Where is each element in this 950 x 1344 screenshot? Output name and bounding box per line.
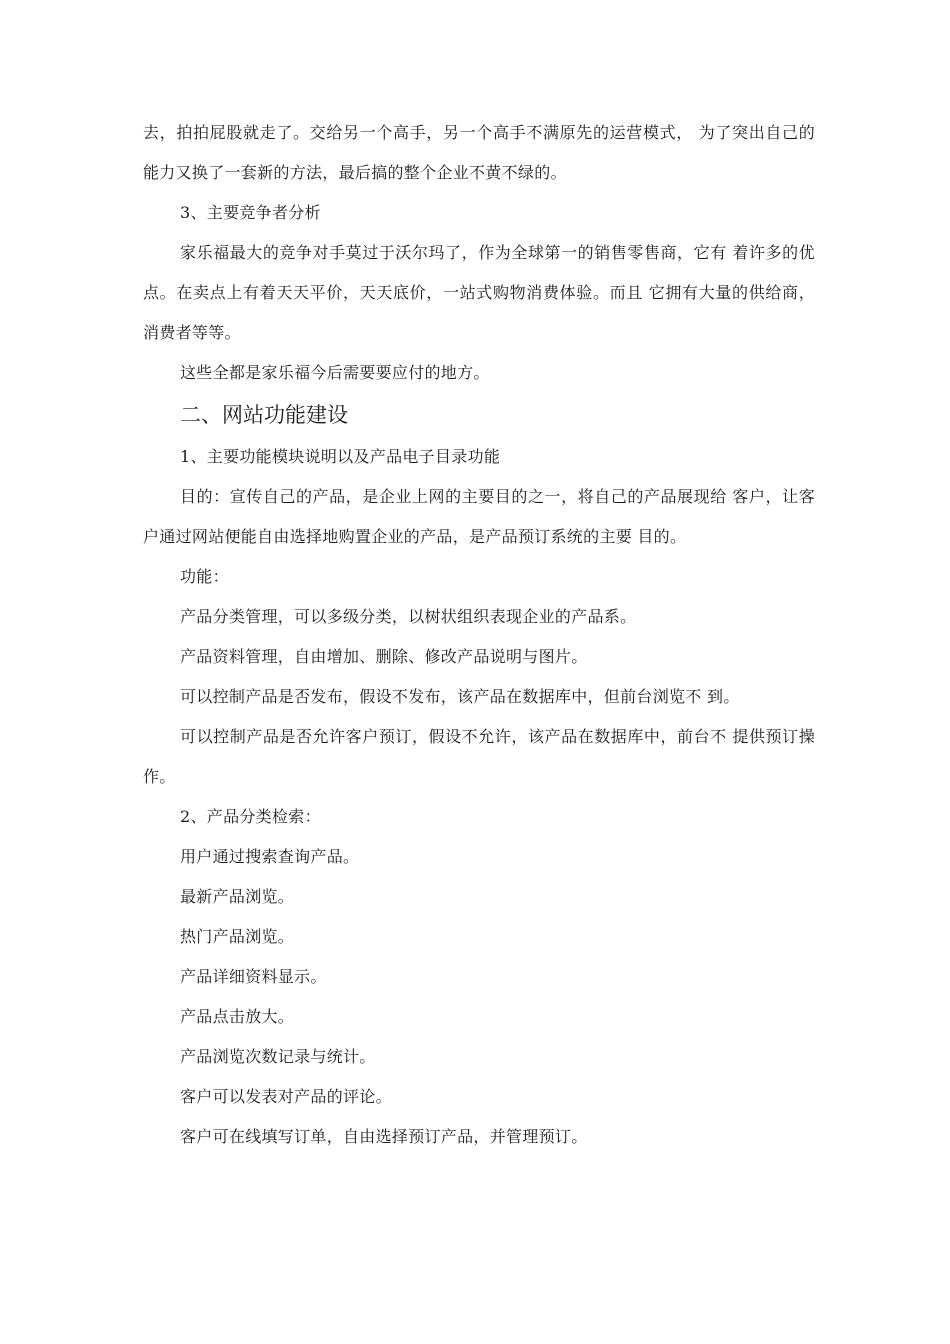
list-item: 产品点击放大。 — [180, 1007, 295, 1026]
list-item: 可以控制产品是否允许客户预订，假设不允许，该产品在数据库中，前台不 提供预订操作。 — [143, 727, 815, 786]
label-function: 功能： — [180, 567, 229, 586]
paragraph-purpose: 目的：宣传自己的产品，是企业上网的主要目的之一，将自己的产品展现给 客户，让客户通过网站便能自由选择地购置企业的产品，是产品预订系统的主要 目的。 — [143, 487, 815, 546]
sub-heading-competitor-analysis: 3、主要竞争者分析 — [180, 203, 321, 222]
document-page — [143, 113, 815, 1157]
section-heading-website-functions: 二、网站功能建设 — [180, 403, 348, 427]
sub-heading-category-search: 2、产品分类检索： — [180, 807, 321, 826]
list-item: 热门产品浏览。 — [180, 927, 295, 946]
list-item: 可以控制产品是否发布，假设不发布，该产品在数据库中，但前台浏览不 到。 — [180, 687, 740, 706]
list-item: 产品资料管理，自由增加、删除、修改产品说明与图片。 — [180, 647, 588, 666]
sub-heading-main-modules: 1、主要功能模块说明以及产品电子目录功能 — [180, 447, 501, 466]
paragraph-competitor: 家乐福最大的竞争对手莫过于沃尔玛了，作为全球第一的销售零售商，它有 着许多的优点。在卖点上有着天天平价，天天底价，一站式购物消费体验。而且 它拥有大量的供给商，消费者等等。 — [143, 243, 815, 342]
list-item: 客户可以发表对产品的评论。 — [180, 1087, 392, 1106]
list-item: 产品分类管理，可以多级分类，以树状组织表现企业的产品系。 — [180, 607, 637, 626]
list-item: 产品浏览次数记录与统计。 — [180, 1047, 376, 1066]
paragraph-conclusion: 这些全都是家乐福今后需要要应付的地方。 — [180, 363, 490, 382]
list-item: 用户通过搜索查询产品。 — [180, 847, 360, 866]
paragraph-continuation: 去，拍拍屁股就走了。交给另一个高手，另一个高手不满原先的运营模式， 为了突出自己的能力又换了一套新的方法，最后搞的整个企业不黄不绿的。 — [143, 123, 815, 182]
list-item: 最新产品浏览。 — [180, 887, 295, 906]
list-item: 客户可在线填写订单，自由选择预订产品，并管理预订。 — [180, 1127, 588, 1146]
list-item: 产品详细资料显示。 — [180, 967, 327, 986]
